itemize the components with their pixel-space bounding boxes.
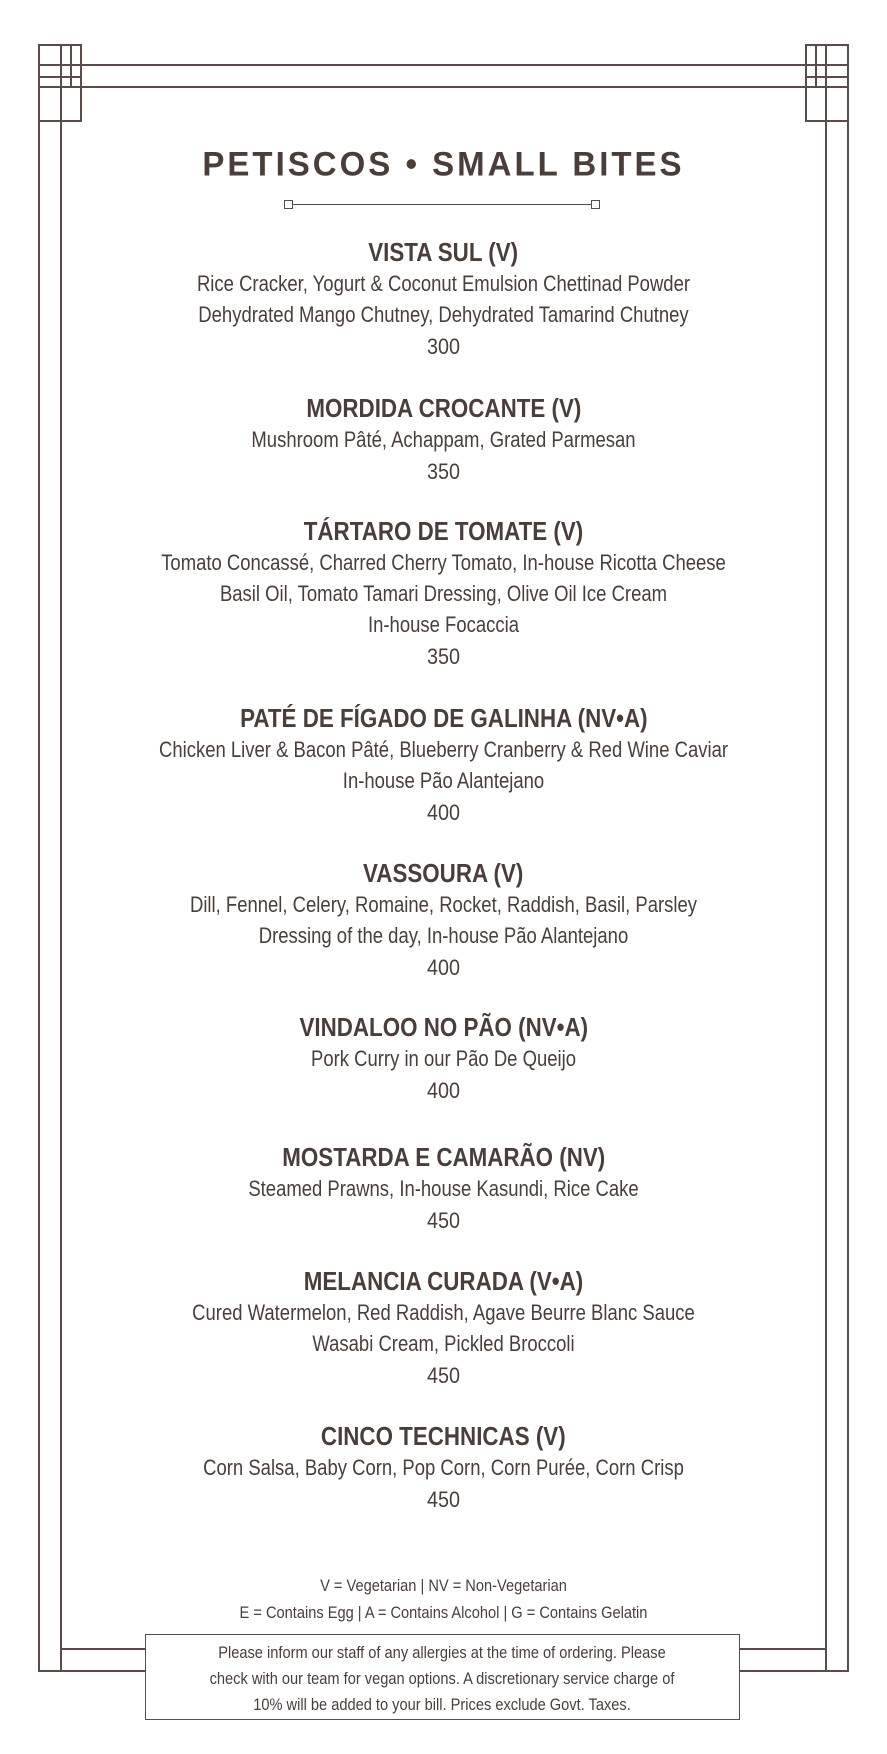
dietary-legend-line-1: V = Vegetarian | NV = Non-Vegetarian: [320, 1576, 567, 1595]
item-price: 450: [426, 1208, 461, 1233]
menu-item: [0, 1141, 887, 1237]
item-description-line: Mushroom Pâté, Achappam, Grated Parmesan: [251, 427, 636, 452]
item-description-line: Tomato Concassé, Charred Cherry Tomato, In-house Ricotta Cheese: [161, 550, 726, 575]
item-price: 400: [426, 800, 461, 825]
item-description-line: Cured Watermelon, Red Raddish, Agave Beurre Blanc Sauce: [192, 1300, 695, 1325]
item-price: 400: [426, 955, 461, 980]
item-description-line: Rice Cracker, Yogurt & Coconut Emulsion Chettinad Powder: [196, 271, 691, 296]
notice-line: Please inform our staff of any allergies at the time of ordering. Please: [218, 1643, 666, 1662]
menu-item: [0, 1265, 887, 1392]
item-name: MOSTARDA E CAMARÃO (NV): [282, 1142, 605, 1172]
item-name: TÁRTARO DE TOMATE (V): [303, 516, 584, 546]
title-divider-left-cap: [284, 200, 293, 209]
menu-item: [0, 1011, 887, 1107]
item-name: PATÉ DE FÍGADO DE GALINHA (NV•A): [239, 703, 648, 733]
item-name: VINDALOO NO PÃO (NV•A): [299, 1012, 588, 1042]
item-description-line: Basil Oil, Tomato Tamari Dressing, Olive Oil Ice Cream: [219, 581, 668, 606]
item-description-line: Steamed Prawns, In-house Kasundi, Rice Cake: [248, 1176, 639, 1201]
dietary-legend-line-2: E = Contains Egg | A = Contains Alcohol | G = Contains Gelatin: [239, 1603, 648, 1622]
item-description-line: Dressing of the day, In-house Pão Alantejano: [258, 923, 629, 948]
item-price: 350: [426, 459, 461, 484]
item-price: 450: [426, 1487, 461, 1512]
item-name: VASSOURA (V): [363, 858, 524, 888]
item-price: 400: [426, 1078, 461, 1103]
item-price: 300: [426, 334, 461, 359]
allergy-notice-box: [145, 1634, 740, 1720]
notice-line: check with our team for vegan options. A discretionary service charge of: [209, 1669, 675, 1688]
notice-line: 10% will be added to your bill. Prices exclude Govt. Taxes.: [253, 1695, 631, 1714]
menu-item: [0, 857, 887, 984]
page-title: PETISCOS • SMALL BITES: [202, 144, 685, 183]
title-divider: [287, 204, 597, 205]
item-name: VISTA SUL (V): [368, 237, 519, 267]
item-description-line: Corn Salsa, Baby Corn, Pop Corn, Corn Purée, Corn Crisp: [203, 1455, 684, 1480]
menu-item: [0, 392, 887, 488]
item-name: MORDIDA CROCANTE (V): [306, 393, 581, 423]
item-description-line: Wasabi Cream, Pickled Broccoli: [312, 1331, 575, 1356]
item-description-line: Dill, Fennel, Celery, Romaine, Rocket, Raddish, Basil, Parsley: [189, 892, 698, 917]
item-description-line: Dehydrated Mango Chutney, Dehydrated Tamarind Chutney: [198, 302, 689, 327]
item-name: CINCO TECHNICAS (V): [321, 1421, 566, 1451]
item-price: 450: [426, 1363, 461, 1388]
item-description-line: Chicken Liver & Bacon Pâté, Blueberry Cranberry & Red Wine Caviar: [158, 737, 729, 762]
menu-item: [0, 702, 887, 829]
menu-item: [0, 236, 887, 363]
item-price: 350: [426, 644, 461, 669]
item-description-line: In-house Focaccia: [367, 612, 519, 637]
title-divider-right-cap: [591, 200, 600, 209]
item-description-line: In-house Pão Alantejano: [342, 768, 545, 793]
menu-item: [0, 1420, 887, 1516]
menu-item: [0, 515, 887, 673]
item-name: MELANCIA CURADA (V•A): [303, 1266, 584, 1296]
item-description-line: Pork Curry in our Pão De Queijo: [311, 1046, 576, 1071]
